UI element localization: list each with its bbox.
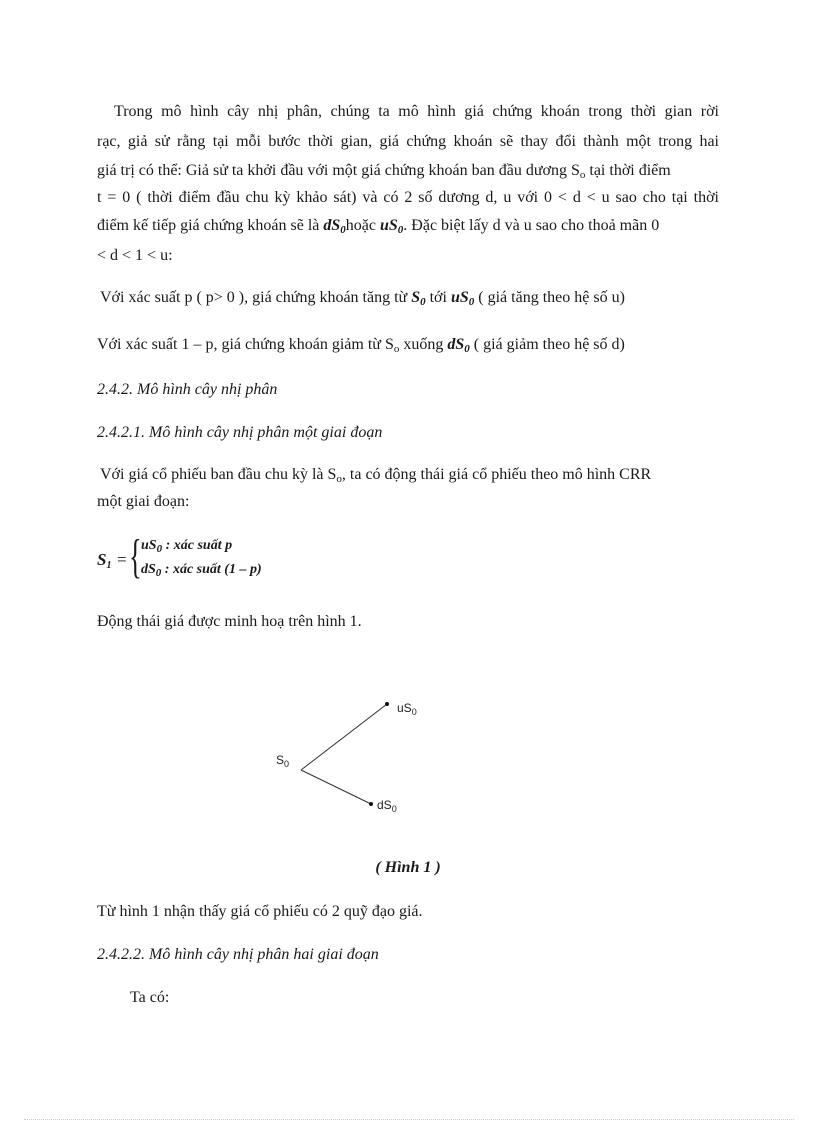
down-node [369, 802, 373, 806]
equation-lhs: $S_1$ [97, 550, 112, 571]
crr-equation [97, 532, 297, 586]
prob-down-line: Với xác suất 1 – p, giá chứng khoán giảm từ $S_o$ xuống $dS_0$ ( giá giảm theo hệ số d) [97, 336, 625, 355]
down-branch [301, 770, 371, 804]
heading-2-4-2: 2.4.2. Mô hình cây nhị phân [97, 381, 278, 398]
binomial-tree-figure [260, 690, 460, 820]
equation-case-up: $uS_0$ : xác suất p [141, 538, 233, 555]
para2-line2: một giai đoạn: [97, 493, 190, 510]
para2-line1: Với giá cổ phiếu ban đầu chu kỳ là $S_o$, ta có động thái giá cổ phiếu theo mô hình CRR [100, 466, 652, 485]
conclusion-text: Từ hình 1 nhận thấy giá cổ phiếu có 2 quỹ đạo giá. [97, 903, 423, 920]
page-bottom-rule [24, 1119, 794, 1120]
up-branch [301, 704, 387, 770]
figure-caption: ( Hình 1 ) [375, 859, 441, 876]
down-label: $dS_0$ [377, 798, 397, 814]
root-label: $S_0$ [276, 753, 290, 769]
heading-2-4-2-1: 2.4.2.1. Mô hình cây nhị phân một giai đoạn [97, 424, 383, 441]
para1-line6: < d < 1 < u: [97, 247, 173, 264]
para1-line2: rạc, giả sử rằng tại mỗi bước thời gian, giá chứng khoán sẽ thay đổi thành một trong hai [97, 133, 719, 150]
para1-line5: điểm kế tiếp giá chứng khoán sẽ là $dS_0hoặc$ $uS_0$. Đặc biệt lấy d và u sao cho thoả mãn 0 [97, 217, 660, 236]
equation-case-down: $dS_0$ : xác suất (1 – p) [141, 562, 262, 579]
para1-line1: Trong mô hình cây nhị phân, chúng ta mô hình giá chứng khoán trong thời gian rời [114, 103, 719, 120]
equation-brace: { [129, 530, 142, 583]
figure-intro: Động thái giá được minh hoạ trên hình 1. [97, 613, 362, 630]
up-label: $uS_0$ [397, 701, 417, 717]
prob-up-line: Với xác suất p ( p> 0 ), giá chứng khoán tăng từ $S_0$ tới $uS_0$ ( giá tăng theo hệ số u) [100, 289, 625, 308]
ta-co-text: Ta có: [130, 989, 170, 1006]
up-node [385, 702, 389, 706]
para1-line3: giá trị có thể: Giả sử ta khởi đầu với một giá chứng khoán ban đầu dương $S_o$ tại thời điểm [97, 162, 671, 181]
para1-line4: t = 0 ( thời điểm đầu chu kỳ khảo sát) và có 2 số dương d, u với 0 < d < u sao cho tại thời [97, 189, 719, 206]
heading-2-4-2-2: 2.4.2.2. Mô hình cây nhị phân hai giai đoạn [97, 946, 379, 963]
equation-equals: = [117, 550, 127, 569]
